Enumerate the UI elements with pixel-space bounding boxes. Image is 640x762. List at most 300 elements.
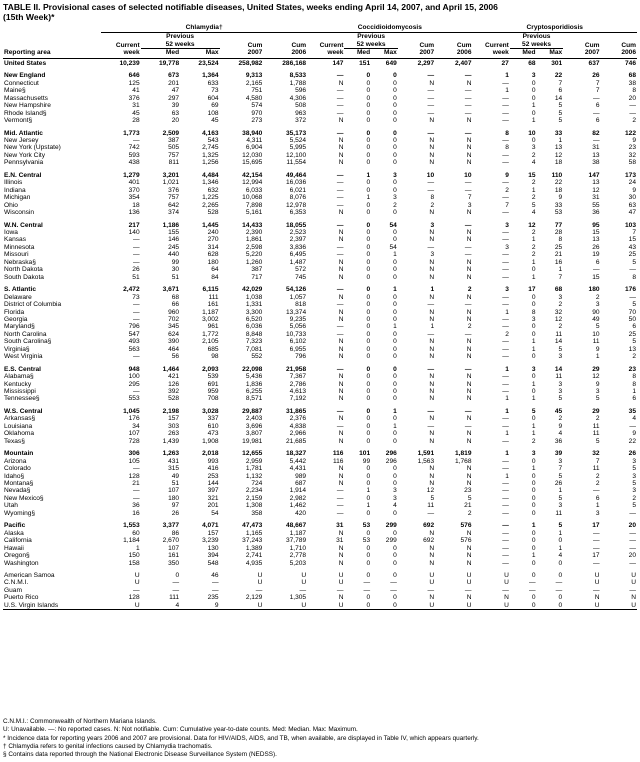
value-cell: 3 [467,201,472,209]
value-cell: 0 [175,572,180,579]
value-cell: 0 [366,529,371,537]
value-cell: 180 [588,286,600,294]
value-cell: 3,377 [162,522,180,530]
value-cell: 6,495 [289,251,307,259]
value-cell: 0 [393,353,397,361]
value-cell: 0 [393,388,397,396]
value-cell: 1 [595,502,600,510]
value-cell: 299 [385,537,397,545]
value-cell: 130 [207,544,219,552]
value-cell: 5 [632,258,636,266]
value-cell: 1,057 [289,293,307,301]
value-cell: 25 [628,251,636,259]
header-week: week [307,49,344,58]
value-cell: — [502,117,509,125]
value-cell: 2,509 [162,129,180,137]
value-cell: 6,021 [289,186,307,194]
table-row [3,587,637,594]
value-cell: 25 [628,330,636,338]
value-cell: 5 [632,480,636,488]
value-cell: 10 [426,171,435,179]
value-cell: N [338,388,344,396]
value-cell: 574 [251,102,263,110]
value-cell: 7,323 [245,338,263,346]
reporting-area-cell: Mississippi [4,388,36,396]
value-cell: — [502,380,509,388]
value-cell: 1,908 [202,437,219,445]
value-cell: 0 [366,559,371,567]
value-cell: 15 [592,228,600,236]
value-cell: N [466,373,472,381]
value-cell: 0 [393,102,397,110]
value-cell: 724 [251,480,263,488]
value-cell: 116 [332,457,344,465]
value-cell: 2,982 [289,494,307,502]
value-cell: — [464,365,472,373]
value-cell: 68 [171,293,180,301]
value-cell: 610 [207,422,219,430]
value-cell: N [466,315,472,323]
value-cell: 95 [592,221,600,229]
reporting-area-cell: Alaska [4,529,24,537]
value-cell: — [133,236,140,244]
value-cell: 2 [505,186,509,194]
value-cell: 12 [528,221,536,229]
table-row [3,572,637,579]
value-cell: — [502,353,509,361]
value-cell: 0 [366,243,371,251]
value-cell: U [301,579,307,587]
table-row [3,102,637,109]
value-cell: N [466,552,472,560]
value-cell: 2,376 [289,415,307,423]
value-cell: 0 [558,559,563,567]
reporting-area-cell: Montana§ [4,480,34,488]
value-cell: 1,256 [202,159,219,167]
value-cell: — [502,457,509,465]
value-cell: — [502,422,509,430]
value-cell: 508 [295,102,307,110]
value-cell: 745 [295,273,307,281]
value-cell: — [502,465,509,473]
reporting-area-cell: C.N.M.I. [4,579,29,587]
value-cell: 0 [371,602,398,610]
value-cell: 11 [555,330,563,338]
value-cell: 19 [592,251,600,259]
value-cell: 370 [128,186,140,194]
value-cell: 9 [632,136,636,144]
value-cell: 66 [171,301,180,309]
value-cell: 3 [595,509,600,517]
value-cell: N [466,465,472,473]
value-cell: 126 [168,380,180,388]
value-cell: 7 [595,457,600,465]
value-cell: 11 [592,430,600,438]
value-cell: 0 [366,380,371,388]
value-cell: 10,068 [242,194,263,202]
value-cell: 0 [366,209,371,217]
value-cell: — [336,221,344,229]
value-cell: 6 [595,494,600,502]
value-cell: — [427,301,435,309]
value-cell: 69 [211,102,219,110]
value-cell: 2 [393,201,397,209]
value-cell: 0 [393,430,397,438]
value-cell: 1 [531,117,536,125]
value-cell: 1 [558,529,563,537]
value-cell: 3 [505,286,509,294]
footnote-legend: U: Unavailable. —: No reported cases. N: Not notifiable. Cum: Cumulative year-to-date counts. Med: Median. Max: Maximum. [3,726,358,734]
value-cell: 4 [558,552,563,560]
header-52-weeks: 52 weeks [141,41,220,49]
value-cell: 5 [531,407,536,415]
value-cell: — [133,308,140,316]
value-cell: — [502,109,509,117]
value-cell: 30 [628,194,636,202]
value-cell: 38 [592,159,600,167]
value-cell: 3 [531,72,536,80]
value-cell: 464 [168,345,180,353]
value-cell: 0 [366,353,371,361]
value-cell: 0 [393,465,397,473]
value-cell: 1,819 [455,450,472,458]
value-cell: — [592,487,600,495]
value-cell: 3 [558,293,563,301]
table-row [3,594,637,601]
value-cell: 12,994 [242,179,263,187]
value-cell: — [592,529,600,537]
value-cell: N [429,353,435,361]
value-cell: 2 [595,480,600,488]
value-cell: 180 [207,258,219,266]
value-cell: 2,598 [245,243,263,251]
reporting-area-cell: Alabama§ [4,373,34,381]
value-cell: 646 [128,72,140,80]
value-cell: 440 [168,251,180,259]
value-cell: 0 [531,330,536,338]
value-cell: 28 [554,228,563,236]
value-cell: 2,165 [245,79,263,87]
value-cell: 56 [171,353,180,361]
value-cell: N [338,472,344,480]
value-cell: 58 [628,159,636,167]
value-cell: 1 [558,544,563,552]
value-cell: 2,234 [245,487,263,495]
header-coccidioidomycosis: Coccidioidomycosis [307,24,472,33]
value-cell: 1,331 [245,301,263,309]
value-cell: N [429,472,435,480]
value-cell: N [466,79,472,87]
value-cell: 12 [592,186,600,194]
value-cell: 36 [592,209,600,217]
value-cell: 2 [595,293,600,301]
value-cell: 993 [207,457,219,465]
reporting-area-cell: New Jersey [4,136,39,144]
value-cell: — [336,194,344,202]
value-cell: 8 [632,87,636,95]
table-row [3,487,637,494]
value-cell: 12,978 [285,201,307,209]
value-cell: — [629,537,636,545]
value-cell: 576 [460,522,472,530]
value-cell: N [466,395,472,403]
value-cell: 11 [592,422,600,430]
value-cell: 23 [628,365,636,373]
value-cell: 9 [632,186,636,194]
value-cell: — [336,286,344,294]
value-cell: — [502,159,509,167]
value-cell: 12,030 [242,151,263,159]
value-cell: 157 [168,415,180,423]
value-cell: 0 [393,144,397,152]
value-cell: — [502,415,509,423]
value-cell: 6 [595,258,600,266]
value-cell: — [629,109,636,117]
value-cell: N [466,159,472,167]
value-cell: 296 [385,450,397,458]
value-cell: 8 [632,373,636,381]
value-cell: 0 [393,94,397,102]
value-cell: 796 [295,353,307,361]
reporting-area-cell: Nevada§ [4,487,31,495]
value-cell: 3,807 [245,430,263,438]
value-cell: 21,685 [285,437,307,445]
value-cell: 0 [393,273,397,281]
value-cell: 3 [393,487,397,495]
reporting-area-cell: District of Columbia [4,301,62,309]
value-cell: U [504,579,509,587]
value-cell: 5 [595,437,600,445]
value-cell: — [592,559,600,567]
value-cell: N [338,228,344,236]
value-cell: U [429,572,435,579]
value-cell: — [336,586,344,594]
value-cell: 1 [366,502,371,510]
value-cell: 306 [128,450,140,458]
value-cell: N [504,594,509,602]
value-cell: 11,554 [286,159,307,167]
reporting-area-cell: Kansas [4,236,26,244]
value-cell: N [338,117,344,125]
value-cell: 0 [393,79,397,87]
value-cell: N [429,338,435,346]
value-cell: 2 [505,330,509,338]
value-cell: 23 [464,487,472,495]
value-cell: 2 [467,323,472,331]
value-cell: U [134,579,140,587]
table-row [3,502,637,509]
value-cell: N [338,315,344,323]
table-row [3,480,637,487]
value-cell: 2 [632,494,636,502]
value-cell: 1 [393,422,397,430]
value-cell: 2 [595,415,600,423]
value-cell: 54 [211,509,219,517]
value-cell: U [631,579,636,587]
value-cell: — [336,509,344,517]
table-row [3,301,637,308]
value-cell: 0 [366,422,371,430]
value-cell: — [336,330,344,338]
value-cell: 48,667 [285,522,307,530]
value-cell: 296 [385,457,397,465]
value-cell: 10,239 [119,59,140,67]
value-cell: 0 [531,509,536,517]
table-row [3,110,637,117]
value-cell: 0 [366,430,371,438]
value-cell: 702 [168,315,180,323]
table-row [3,236,637,243]
value-cell: 5,203 [289,559,307,567]
value-cell: 1 [531,522,536,530]
value-cell: — [502,258,509,266]
value-cell: 3 [505,221,509,229]
value-cell: 811 [168,159,180,167]
reporting-area-cell: Oklahoma [4,430,35,438]
value-cell: 8 [632,273,636,281]
value-cell: 6 [595,102,600,110]
value-cell: — [336,251,344,259]
value-cell: N [466,415,472,423]
value-cell: 2,390 [245,228,263,236]
reporting-area-cell: New York City [4,151,46,159]
value-cell: 0 [366,509,371,517]
value-cell: 147 [332,59,344,67]
value-cell: 5,442 [289,457,307,465]
value-cell: 70 [628,308,636,316]
value-cell: U [594,579,600,587]
value-cell: 53 [362,522,371,530]
value-cell: — [629,529,636,537]
value-cell: 1 [558,487,563,495]
value-cell: — [502,480,509,488]
reporting-area-cell: U.S. Virgin Islands [3,602,101,610]
value-cell: 2,018 [202,450,219,458]
reporting-area-cell: Missouri [4,251,29,259]
value-cell: 45 [211,117,219,125]
value-cell: — [133,353,140,361]
value-cell: — [629,293,636,301]
value-cell: — [502,509,509,517]
value-cell: 0 [531,480,536,488]
value-cell: 0 [531,266,536,274]
value-cell: 273 [251,117,263,125]
value-cell: 12 [426,487,435,495]
value-cell: — [502,194,509,202]
value-cell: 5 [558,494,563,502]
value-cell: U [257,572,263,579]
header-previous: Previous [357,33,386,40]
value-cell: 23 [628,144,636,152]
value-cell: 0 [366,552,371,560]
value-cell: 3,836 [289,243,307,251]
value-cell: 0 [366,594,371,602]
value-cell: 2,129 [245,594,263,602]
value-cell: — [336,72,344,80]
value-cell: 757 [168,194,180,202]
value-cell: 18 [554,159,563,167]
value-cell: U [601,602,637,610]
header-2006: 2006 [263,49,307,58]
value-cell: 17 [592,552,600,560]
value-cell: — [592,266,600,274]
value-cell: 0 [531,544,536,552]
value-cell: 0 [393,293,397,301]
value-cell: 32 [554,308,563,316]
value-cell: 258,982 [238,59,263,67]
value-cell: U [101,602,140,610]
value-cell: N [466,266,472,274]
value-cell: 299 [385,522,397,530]
value-cell: 26 [592,243,600,251]
table-row [3,381,637,388]
value-cell: 0 [366,323,371,331]
value-cell: 5 [632,301,636,309]
table-row [3,438,637,445]
value-cell: 2,670 [162,537,180,545]
value-cell: 3,300 [245,308,263,316]
value-cell: 20 [628,552,636,560]
value-cell: 3 [632,457,636,465]
value-cell: 970 [251,109,263,117]
value-cell: 0 [366,117,371,125]
value-cell: — [133,258,140,266]
value-cell: N [338,273,344,281]
value-cell: 136 [128,209,140,217]
value-cell: 5 [632,465,636,473]
value-cell: 63 [171,109,180,117]
value-cell: 26 [628,450,636,458]
reporting-area-cell: Texas§ [4,437,25,445]
value-cell: 21,958 [285,365,307,373]
value-cell: 128 [128,594,140,602]
value-cell: 728 [128,437,140,445]
value-cell: 68 [628,72,636,80]
value-cell: 7,367 [289,373,307,381]
value-cell: 286,168 [282,59,307,67]
value-cell: 0 [366,395,371,403]
value-cell: — [464,129,472,137]
reporting-area-cell: Mid. Atlantic [4,129,43,137]
value-cell: N [338,480,344,488]
reporting-area-cell: New Hampshire [4,102,51,110]
value-cell: 5 [558,522,563,530]
reporting-area-cell: Indiana [4,186,26,194]
value-cell: 4,071 [202,522,219,530]
value-cell: 107 [168,544,180,552]
header-max: Max [537,49,564,58]
value-cell: — [464,109,472,117]
value-cell: 9 [505,171,509,179]
value-cell: 151 [359,59,371,67]
table-row [3,465,637,472]
table-row [3,244,637,251]
value-cell: 90 [592,308,600,316]
value-cell: 31,865 [285,407,307,415]
value-cell: 0 [366,151,371,159]
value-cell: 1 [393,286,397,294]
table-title [3,2,498,22]
value-cell: U [631,572,636,579]
value-cell: 15 [592,273,600,281]
value-cell: 0 [531,79,536,87]
value-cell: 7 [595,79,600,87]
value-cell: 0 [393,509,397,517]
value-cell: 3 [595,301,600,309]
value-cell: — [464,94,472,102]
reporting-area-cell: Delaware [4,293,32,301]
value-cell: 358 [251,509,263,517]
